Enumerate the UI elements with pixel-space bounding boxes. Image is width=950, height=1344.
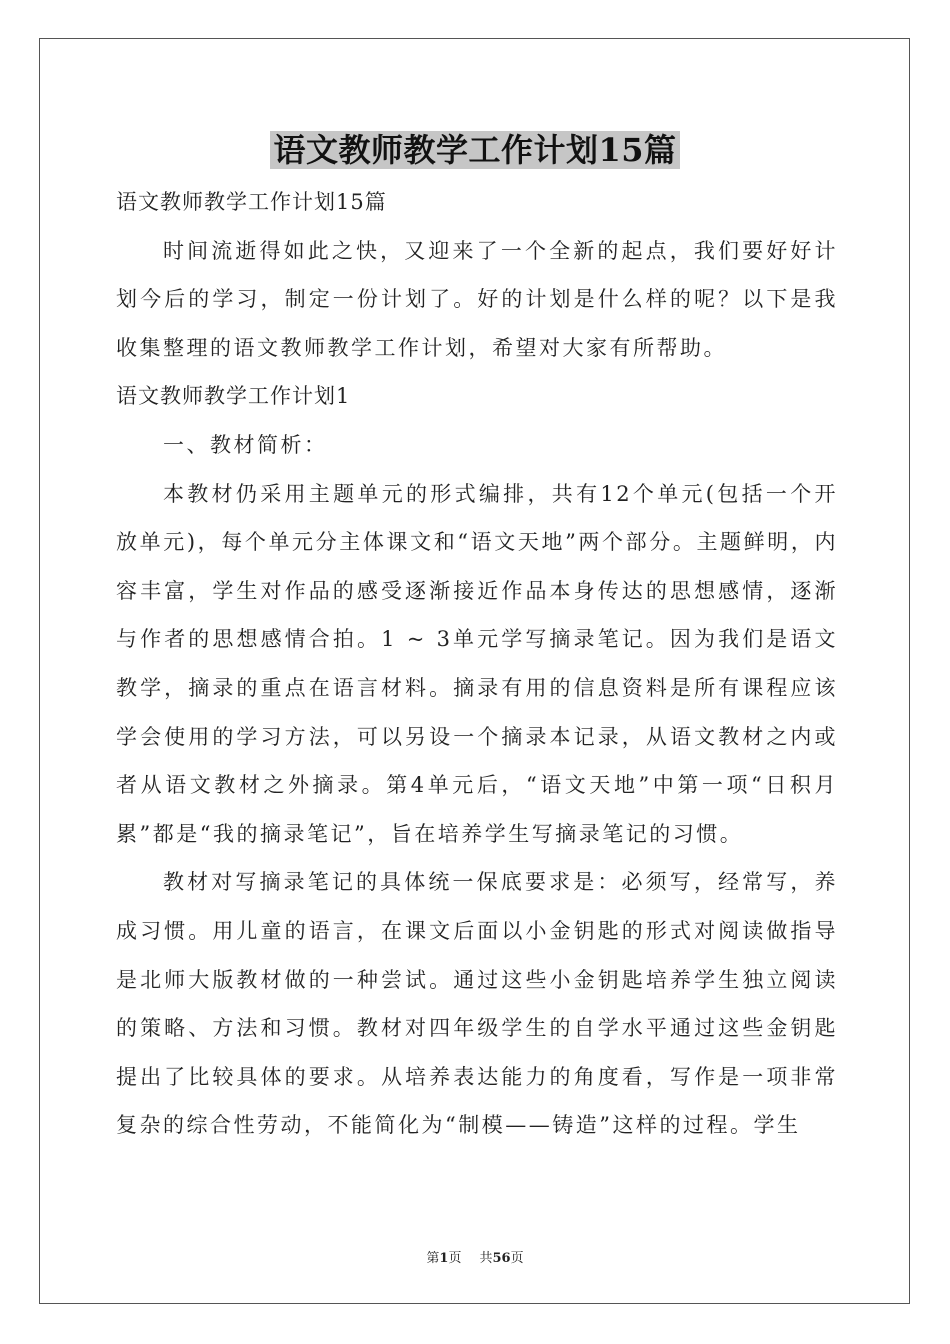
body-paragraph: 教材对写摘录笔记的具体统一保底要求是：必须写，经常写，养成习惯。用儿童的语言，在课文后面以小金钥匙的形式对阅读做指导是北师大版教材做的一种尝试。通过这些小金钥匙培养学生独立阅读的策略、方法和习惯。教材对四年级学生的自学水平通过这些金钥匙提出了比较具体的要求。从培养表达能力的角度看，写作是一项非常复杂的综合性劳动，不能简化为“制模——铸造”这样的过程。学生 (116, 870, 838, 1138)
page-label-suffix: 页 (448, 1251, 462, 1266)
total-prefix: 共 (479, 1251, 493, 1266)
page-footer (0, 1247, 950, 1266)
total-suffix: 页 (510, 1251, 524, 1266)
document-title-text: 语文教师教学工作计划15篇 (270, 131, 679, 169)
page-label-prefix: 第 (426, 1251, 440, 1266)
intro-paragraph: 时间流逝得如此之快，又迎来了一个全新的起点，我们要好好计划今后的学习，制定一份计划了。好的计划是什么样的呢？以下是我收集整理的语文教师教学工作计划，希望对大家有所帮助。 (116, 238, 838, 360)
page-number: 1 (439, 1251, 449, 1266)
total-pages: 56 (492, 1251, 511, 1266)
subtitle-line: 语文教师教学工作计划15篇 (116, 190, 387, 214)
document-body (116, 178, 838, 1150)
document-title (0, 128, 950, 172)
body-paragraph: 本教材仍采用主题单元的形式编排，共有12个单元(包括一个开放单元)，每个单元分主体课文和“语文天地”两个部分。主题鲜明，内容丰富，学生对作品的感受逐渐接近作品本身传达的思想感情，逐渐与作者的思想感情合拍。1 ~ 3单元学写摘录笔记。因为我们是语文教学，摘录的重点在语言材料。摘录有用的信息资料是所有课程应该学会使用的学习方法，可以另设一个摘录本记录，从语文教材之内或者从语文教材之外摘录。第4单元后，“语文天地”中第一项“日积月累”都是“我的摘录笔记”，旨在培养学生写摘录笔记的习惯。 (116, 481, 838, 846)
subsection-heading: 一、教材简析： (163, 432, 328, 457)
section-heading: 语文教师教学工作计划1 (116, 384, 351, 409)
